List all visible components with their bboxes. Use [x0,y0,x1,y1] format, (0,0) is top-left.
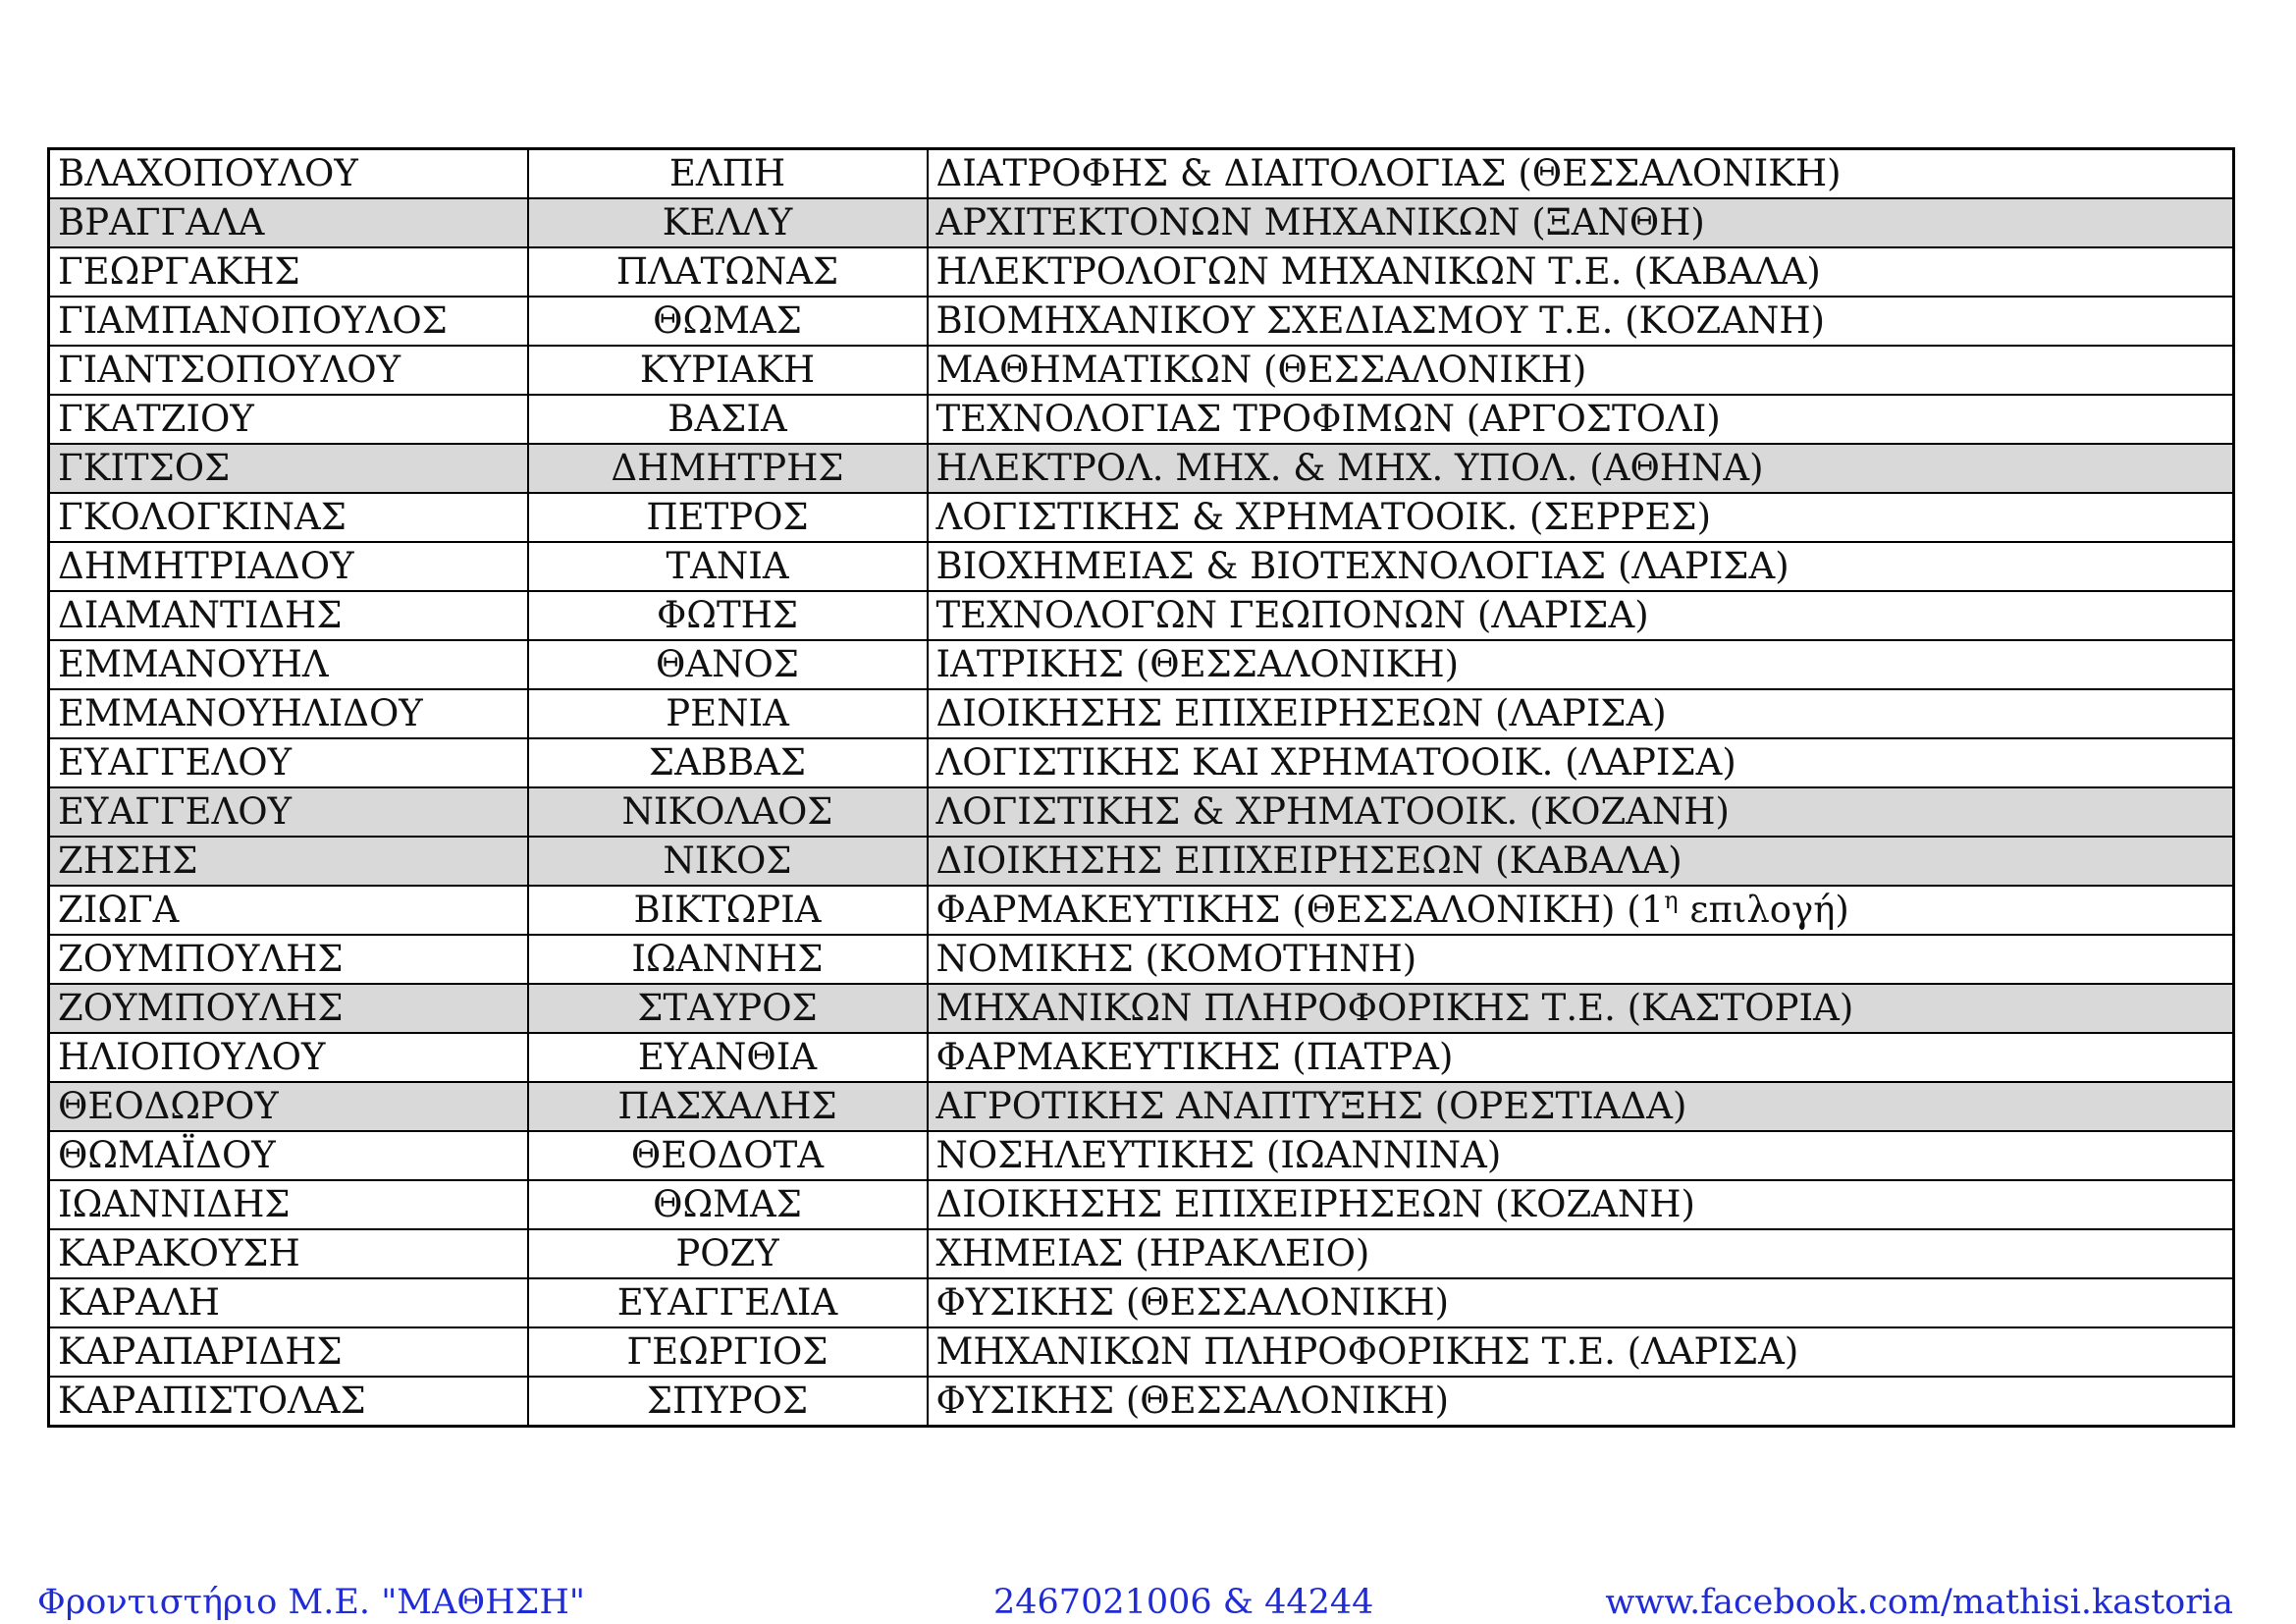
department-cell: ΜΗΧΑΝΙΚΩΝ ΠΛΗΡΟΦΟΡΙΚΗΣ Τ.Ε. (ΚΑΣΤΟΡΙΑ) [928,984,2234,1033]
department-cell: ΛΟΓΙΣΤΙΚΗΣ ΚΑΙ ΧΡΗΜΑΤΟΟΙΚ. (ΛΑΡΙΣΑ) [928,738,2234,787]
department-cell [928,886,2234,935]
table-row [49,542,2234,591]
department-text: ΦΑΡΜΑΚΕΥΤΙΚΗΣ (ΘΕΣΣΑΛΟΝΙΚΗ) (1 [935,889,1665,931]
surname-cell: ΚΑΡΑΠΙΣΤΟΛΑΣ [49,1377,528,1427]
surname-cell: ΕΥΑΓΓΕΛΟΥ [49,787,528,837]
surname-cell: ΖΗΣΗΣ [49,837,528,886]
surname-cell: ΚΑΡΑΛΗ [49,1278,528,1327]
department-cell: ΤΕΧΝΟΛΟΓΩΝ ΓΕΩΠΟΝΩΝ (ΛΑΡΙΣΑ) [928,591,2234,640]
table-row [49,493,2234,542]
table-row [49,1180,2234,1229]
surname-cell: ΓΙΑΝΤΣΟΠΟΥΛΟΥ [49,346,528,395]
table-row [49,247,2234,297]
table-row [49,1229,2234,1278]
first-name-cell: ΣΤΑΥΡΟΣ [528,984,928,1033]
first-name-cell: ΠΑΣΧΑΛΗΣ [528,1082,928,1131]
first-name-cell: ΤΑΝΙΑ [528,542,928,591]
surname-cell: ΚΑΡΑΚΟΥΣΗ [49,1229,528,1278]
surname-cell: ΖΟΥΜΠΟΥΛΗΣ [49,935,528,984]
department-choice-note: επιλογή) [1678,889,1849,931]
surname-cell: ΒΡΑΓΓΑΛΑ [49,198,528,247]
table-row [49,837,2234,886]
department-cell: ΗΛΕΚΤΡΟΛΟΓΩΝ ΜΗΧΑΝΙΚΩΝ Τ.Ε. (ΚΑΒΑΛΑ) [928,247,2234,297]
results-table [47,147,2235,1428]
first-name-cell: ΣΑΒΒΑΣ [528,738,928,787]
department-cell: ΦΥΣΙΚΗΣ (ΘΕΣΣΑΛΟΝΙΚΗ) [928,1377,2234,1427]
department-cell: ΑΓΡΟΤΙΚΗΣ ΑΝΑΠΤΥΞΗΣ (ΟΡΕΣΤΙΑΔΑ) [928,1082,2234,1131]
first-name-cell: ΙΩΑΝΝΗΣ [528,935,928,984]
department-cell: ΦΥΣΙΚΗΣ (ΘΕΣΣΑΛΟΝΙΚΗ) [928,1278,2234,1327]
table-row [49,591,2234,640]
table-row [49,149,2234,199]
table-row [49,640,2234,689]
table-row [49,444,2234,493]
department-cell: ΦΑΡΜΑΚΕΥΤΙΚΗΣ (ΠΑΤΡΑ) [928,1033,2234,1082]
surname-cell: ΔΙΑΜΑΝΤΙΔΗΣ [49,591,528,640]
department-cell: ΜΗΧΑΝΙΚΩΝ ΠΛΗΡΟΦΟΡΙΚΗΣ Τ.Ε. (ΛΑΡΙΣΑ) [928,1327,2234,1377]
surname-cell: ΙΩΑΝΝΙΔΗΣ [49,1180,528,1229]
table-row [49,1033,2234,1082]
department-cell: ΔΙΑΤΡΟΦΗΣ & ΔΙΑΙΤΟΛΟΓΙΑΣ (ΘΕΣΣΑΛΟΝΙΚΗ) [928,149,2234,199]
department-cell: ΤΕΧΝΟΛΟΓΙΑΣ ΤΡΟΦΙΜΩΝ (ΑΡΓΟΣΤΟΛΙ) [928,395,2234,444]
first-name-cell: ΔΗΜΗΤΡΗΣ [528,444,928,493]
table-row [49,1082,2234,1131]
department-cell: ΑΡΧΙΤΕΚΤΟΝΩΝ ΜΗΧΑΝΙΚΩΝ (ΞΑΝΘΗ) [928,198,2234,247]
first-name-cell: ΠΛΑΤΩΝΑΣ [528,247,928,297]
table-row [49,1327,2234,1377]
surname-cell: ΗΛΙΟΠΟΥΛΟΥ [49,1033,528,1082]
surname-cell: ΖΟΥΜΠΟΥΛΗΣ [49,984,528,1033]
table-row [49,1278,2234,1327]
surname-cell: ΕΥΑΓΓΕΛΟΥ [49,738,528,787]
department-cell: ΗΛΕΚΤΡΟΛ. ΜΗΧ. & ΜΗΧ. ΥΠΟΛ. (ΑΘΗΝΑ) [928,444,2234,493]
first-name-cell: ΠΕΤΡΟΣ [528,493,928,542]
first-name-cell: ΒΑΣΙΑ [528,395,928,444]
results-table-body [49,149,2234,1427]
first-name-cell: ΕΥΑΝΘΙΑ [528,1033,928,1082]
first-name-cell: ΒΙΚΤΩΡΙΑ [528,886,928,935]
table-row [49,984,2234,1033]
surname-cell: ΓΚΙΤΣΟΣ [49,444,528,493]
first-name-cell: ΡΕΝΙΑ [528,689,928,738]
department-cell: ΔΙΟΙΚΗΣΗΣ ΕΠΙΧΕΙΡΗΣΕΩΝ (ΚΟΖΑΝΗ) [928,1180,2234,1229]
surname-cell: ΔΗΜΗΤΡΙΑΔΟΥ [49,542,528,591]
surname-cell: ΓΙΑΜΠΑΝΟΠΟΥΛΟΣ [49,297,528,346]
department-cell: ΔΙΟΙΚΗΣΗΣ ΕΠΙΧΕΙΡΗΣΕΩΝ (ΛΑΡΙΣΑ) [928,689,2234,738]
first-name-cell: ΦΩΤΗΣ [528,591,928,640]
surname-cell: ΓΕΩΡΓΑΚΗΣ [49,247,528,297]
footer-phone: 2467021006 & 44244 [993,1583,1374,1622]
table-row [49,1131,2234,1180]
first-name-cell: ΝΙΚΟΛΑΟΣ [528,787,928,837]
first-name-cell: ΘΕΟΔΟΤΑ [528,1131,928,1180]
table-row [49,1377,2234,1427]
first-name-cell: ΣΠΥΡΟΣ [528,1377,928,1427]
department-cell: ΜΑΘΗΜΑΤΙΚΩΝ (ΘΕΣΣΑΛΟΝΙΚΗ) [928,346,2234,395]
department-cell: ΧΗΜΕΙΑΣ (ΗΡΑΚΛΕΙΟ) [928,1229,2234,1278]
footer-school-name: Φροντιστήριο Μ.Ε. "ΜΑΘΗΣΗ" [37,1583,585,1622]
first-name-cell: ΕΥΑΓΓΕΛΙΑ [528,1278,928,1327]
first-name-cell: ΕΛΠΗ [528,149,928,199]
surname-cell: ΕΜΜΑΝΟΥΗΛ [49,640,528,689]
first-name-cell: ΚΕΛΛΥ [528,198,928,247]
surname-cell: ΒΛΑΧΟΠΟΥΛΟΥ [49,149,528,199]
surname-cell: ΓΚΑΤΖΙΟΥ [49,395,528,444]
department-cell: ΛΟΓΙΣΤΙΚΗΣ & ΧΡΗΜΑΤΟΟΙΚ. (ΚΟΖΑΝΗ) [928,787,2234,837]
surname-cell: ΕΜΜΑΝΟΥΗΛΙΔΟΥ [49,689,528,738]
first-name-cell: ΘΑΝΟΣ [528,640,928,689]
table-row [49,395,2234,444]
first-name-cell: ΘΩΜΑΣ [528,297,928,346]
department-superscript: η [1664,887,1679,914]
surname-cell: ΓΚΟΛΟΓΚΙΝΑΣ [49,493,528,542]
first-name-cell: ΚΥΡΙΑΚΗ [528,346,928,395]
first-name-cell: ΡΟΖΥ [528,1229,928,1278]
department-cell: ΔΙΟΙΚΗΣΗΣ ΕΠΙΧΕΙΡΗΣΕΩΝ (ΚΑΒΑΛΑ) [928,837,2234,886]
first-name-cell: ΝΙΚΟΣ [528,837,928,886]
surname-cell: ΖΙΩΓΑ [49,886,528,935]
department-cell: ΝΟΜΙΚΗΣ (ΚΟΜΟΤΗΝΗ) [928,935,2234,984]
surname-cell: ΚΑΡΑΠΑΡΙΔΗΣ [49,1327,528,1377]
department-cell: ΒΙΟΜΗΧΑΝΙΚΟΥ ΣΧΕΔΙΑΣΜΟΥ Τ.Ε. (ΚΟΖΑΝΗ) [928,297,2234,346]
table-row [49,935,2234,984]
table-row [49,198,2234,247]
table-row [49,886,2234,935]
surname-cell: ΘΩΜΑΪΔΟΥ [49,1131,528,1180]
department-cell: ΝΟΣΗΛΕΥΤΙΚΗΣ (ΙΩΑΝΝΙΝΑ) [928,1131,2234,1180]
department-cell: ΙΑΤΡΙΚΗΣ (ΘΕΣΣΑΛΟΝΙΚΗ) [928,640,2234,689]
table-row [49,738,2234,787]
table-row [49,689,2234,738]
department-cell: ΒΙΟΧΗΜΕΙΑΣ & ΒΙΟΤΕΧΝΟΛΟΓΙΑΣ (ΛΑΡΙΣΑ) [928,542,2234,591]
surname-cell: ΘΕΟΔΩΡΟΥ [49,1082,528,1131]
department-cell: ΛΟΓΙΣΤΙΚΗΣ & ΧΡΗΜΑΤΟΟΙΚ. (ΣΕΡΡΕΣ) [928,493,2234,542]
first-name-cell: ΓΕΩΡΓΙΟΣ [528,1327,928,1377]
table-row [49,297,2234,346]
table-row [49,787,2234,837]
page-footer [0,1583,2296,1622]
first-name-cell: ΘΩΜΑΣ [528,1180,928,1229]
table-row [49,346,2234,395]
footer-facebook-link[interactable]: www.facebook.com/mathisi.kastoria [1605,1583,2233,1622]
